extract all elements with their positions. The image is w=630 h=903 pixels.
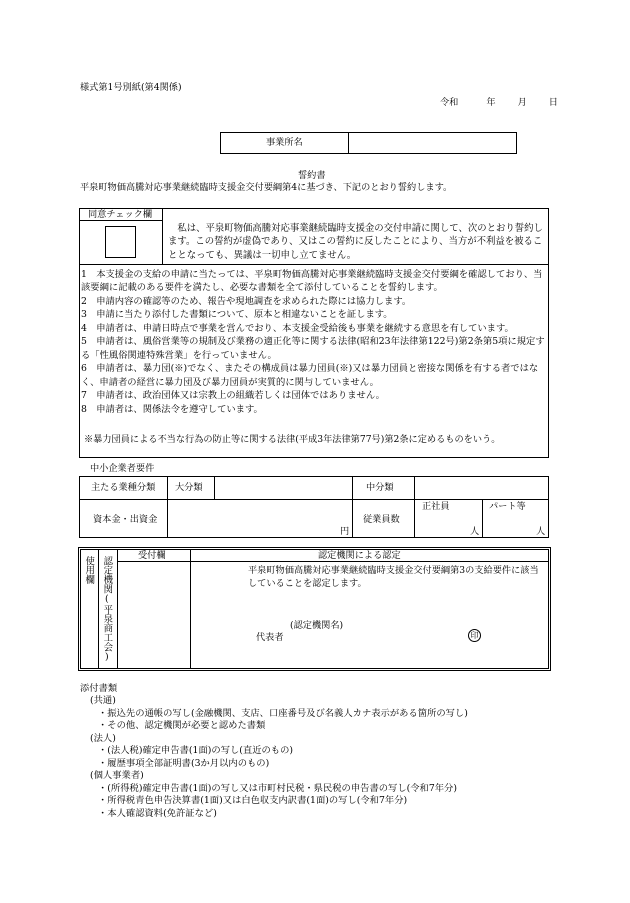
major-category-label: 大分類 [175,482,203,493]
parttime-unit: 人 [536,526,546,537]
attachment-group-label: (法人) [90,732,116,744]
certification-text: 平泉町物価高騰対応事業継続臨時支援金交付要綱第3の支給要件に該当していることを認定します。 [248,565,539,590]
major-category-field[interactable] [216,478,350,497]
fulltime-label: 正社員 [422,501,450,512]
fulltime-unit: 人 [470,526,480,537]
certifier-name-label: (認定機関名) [290,620,344,631]
pledge-item: 4 申請者は、申請日時点で事業を営んでおり、本支援金受給後も事業を継続する意思を有しています。 [81,322,514,334]
pledge-item: 7 申請者は、政治団体又は宗教上の組織若しくは団体ではありません。 [81,390,385,402]
certification-header: 認定機関による認定 [318,550,401,561]
certifier-org-label: 認定機関(平泉商工会) [101,556,113,663]
footnote: ※暴力団員による不当な行為の防止等に関する法律(平成3年法律第77号)第2条に定めるものをいう。 [84,434,501,445]
date-line [440,97,558,109]
attachment-item: ・振込先の通帳の写し(金融機関、支店、口座番号及び名義人カナ表示がある箇所の写し) [98,707,468,719]
sme-heading: 中小企業者要件 [90,463,155,474]
attachment-item: ・(所得税)確定申告書(1面)の写し又は市町村民税・県民税の申告書の写し(令和7年分) [98,782,457,794]
parttime-label: パート等 [489,501,526,512]
business-name-field[interactable] [352,134,514,152]
receipt-label: 受付欄 [138,550,166,561]
form-number: 様式第1号別紙(第4関係) [80,82,182,93]
pledge-item: 1 本支援金の支給の申請に当たっては、平泉町物価高騰対応事業継続臨時支援金交付要綱を確認しており、当該要綱に記載のある要件を満たし、必要な書類を全て添付していることを誓約します。 [81,269,543,294]
consent-checkbox[interactable] [105,226,136,258]
attachment-group-label: (個人事業者) [90,770,144,782]
attachment-group-label: (共通) [90,695,116,707]
consent-text: 私は、平泉町物価高騰対応事業継続臨時支援金の交付申請に関して、次のとおり誓約します。この誓約が虚偽であり、又はこの誓約に反したことにより、当方が不利益を被ることとなっても、異議は一切申し立てません。 [168,223,543,261]
employees-label: 従業員数 [363,514,400,525]
main-business-label: 主たる業種分類 [91,482,156,493]
attachments [80,683,468,820]
attachment-item: ・履歴事項全部証明書(3か月以内のもの) [98,757,270,769]
pledge-item: 6 申請者は、暴力団(※)でなく、またその構成員は暴力団員(※)又は暴力団員と密接な関係を有する者ではなく、申請者の経営に暴力団及び暴力団員が実質的に関与していません。 [81,363,539,388]
consent-label: 同意チェック欄 [88,209,153,220]
receipt-field[interactable] [120,564,187,666]
pledge-item: 3 申請に当たり添付した書類について、原本と相違ないことを証します。 [81,309,393,321]
pledge-item: 2 申請内容の確認等のため、報告や現地調査を求められた際には協力します。 [81,295,412,307]
page-title: 誓約書 [298,170,326,181]
pledge-item: 8 申請者は、関係法令を遵守しています。 [81,403,263,415]
attachment-item: ・その他、認定機関が必要と認めた書類 [98,720,266,732]
representative-label: 代表者 [256,632,284,643]
date-era: 令和 [440,97,459,108]
business-name-label: 事業所名 [266,137,303,148]
pledge-list [81,268,547,416]
official-use-label: 使用欄 [83,556,95,585]
yen-unit: 円 [340,526,350,537]
intro-text: 平泉町物価高騰対応事業継続臨時支援金交付要綱第4に基づき、下記のとおり誓約します。 [80,182,453,193]
date-month: 月 [517,97,527,108]
middle-category-field[interactable] [416,478,547,497]
attachment-item: ・所得税青色申告決算書(1面)又は白色収支内訳書(1面)の写し(令和7年分) [98,795,408,807]
seal-mark: 印 [468,629,481,642]
attachments-heading: 添付書類 [80,683,118,694]
date-day: 日 [548,97,558,108]
attachment-item: ・(法人税)確定申告書(1面)の写し(直近のもの) [98,745,294,757]
capital-label: 資本金・出資金 [93,514,158,525]
attachment-item: ・本人確認資料(免許証など) [98,807,217,819]
date-year: 年 [486,97,496,108]
capital-field[interactable] [169,501,339,536]
pledge-item: 5 申請者は、風俗営業等の規制及び業務の適正化等に関する法律(昭和23年法律第122号)第2条第5項に規定する「性風俗関連特殊営業」を行っていません。 [81,336,545,361]
middle-category-label: 中分類 [366,482,394,493]
